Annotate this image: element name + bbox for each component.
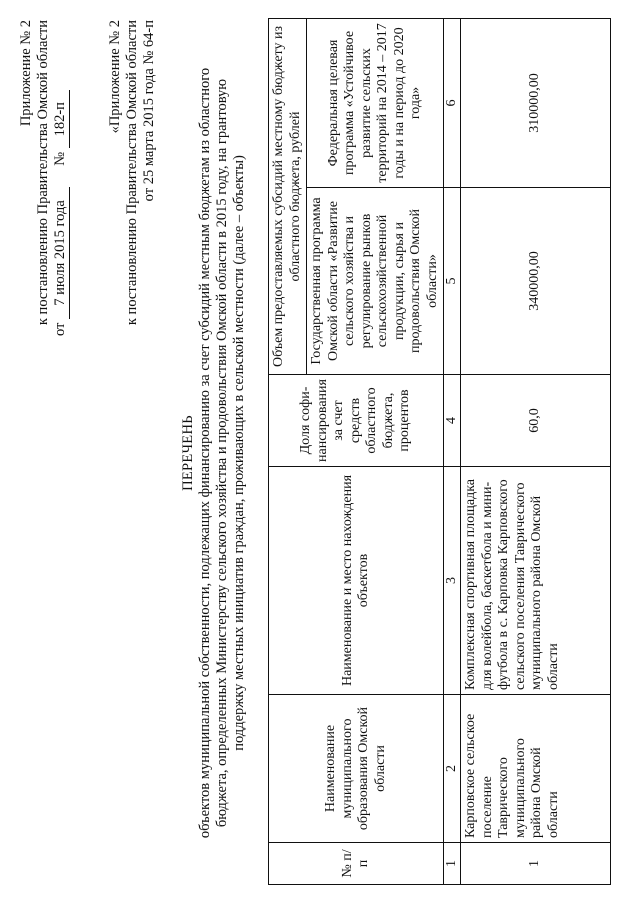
decree-number: 182-п — [52, 90, 70, 148]
subtitle-line-2: бюджета, определенных Министерству сельского хозяйства и продовольствия Омской области в 2015 году, на грантовую — [214, 78, 230, 828]
header-state-program: Государственная программа Омской области «Развитие сельского хозяйства и регулирование рынков сельскохозяйственной продукции, сырья и продовольствия Омской области» — [307, 188, 444, 375]
subtitle-line-1: объектов муниципальной собственности, подлежащих финансированию за счет субсидий местным бюджетам из областного — [197, 67, 213, 839]
appendix-previous — [107, 20, 158, 440]
row-number: 1 — [461, 843, 611, 885]
header-municipality: Наименование муниципального образования Омской области — [269, 695, 444, 843]
header-subsidy-group: Объем предоставляемых субсидий местному бюджету из областного бюджета, рублей — [269, 19, 307, 375]
document-heading-block — [180, 13, 248, 893]
table-row — [461, 19, 611, 885]
previous-decree-date: от 25 марта 2015 года № 64-п — [141, 20, 157, 202]
row-municipality: Карповское сельское поселение Таврического муниципального района Омской области — [461, 695, 611, 843]
header-number: № п/п — [269, 843, 444, 885]
appendix-date-line — [52, 20, 70, 440]
column-number-row — [444, 19, 461, 885]
header-share: Доля софи-нансирования за счет средств областного бюджета, процентов — [269, 375, 444, 467]
column-number: 2 — [444, 695, 461, 843]
previous-appendix-title: «Приложение № 2 — [107, 20, 123, 134]
row-share: 60,0 — [461, 375, 611, 467]
column-number: 5 — [444, 188, 461, 375]
previous-decree-line: к постановлению Правительства Омской области — [124, 20, 140, 326]
number-label: № — [52, 151, 68, 166]
subtitle-line-3: поддержку местных инициатив граждан, проживающих в сельской местности (далее – объекты) — [231, 155, 247, 751]
appendix-current — [18, 20, 70, 440]
decree-date: 7 июля 2015 года — [52, 187, 70, 319]
header-federal-program: Федеральная целевая программа «Устойчивое развитие сельских территорий на 2014 – 2017 годы и на период до 2020 года» — [307, 19, 444, 188]
row-object: Комплексная спортивная площадка для волейбола, баскетбола и мини-футбола в с. Карповка Карповского сельского поселения Таврического муниципального района Омской области — [461, 467, 611, 695]
header-object: Наименование и место нахождения объектов — [269, 467, 444, 695]
appendix-title: Приложение № 2 — [18, 20, 34, 127]
row-state-program-amount: 340000,00 — [461, 188, 611, 375]
column-number: 4 — [444, 375, 461, 467]
column-number: 6 — [444, 19, 461, 188]
appendix-decree-line: к постановлению Правительства Омской области — [35, 20, 51, 326]
row-federal-program-amount: 310000,00 — [461, 19, 611, 188]
from-word: от — [52, 322, 68, 336]
column-number: 1 — [444, 843, 461, 885]
document-title: ПЕРЕЧЕНЬ — [180, 415, 196, 491]
column-number: 3 — [444, 467, 461, 695]
objects-table — [268, 18, 611, 885]
